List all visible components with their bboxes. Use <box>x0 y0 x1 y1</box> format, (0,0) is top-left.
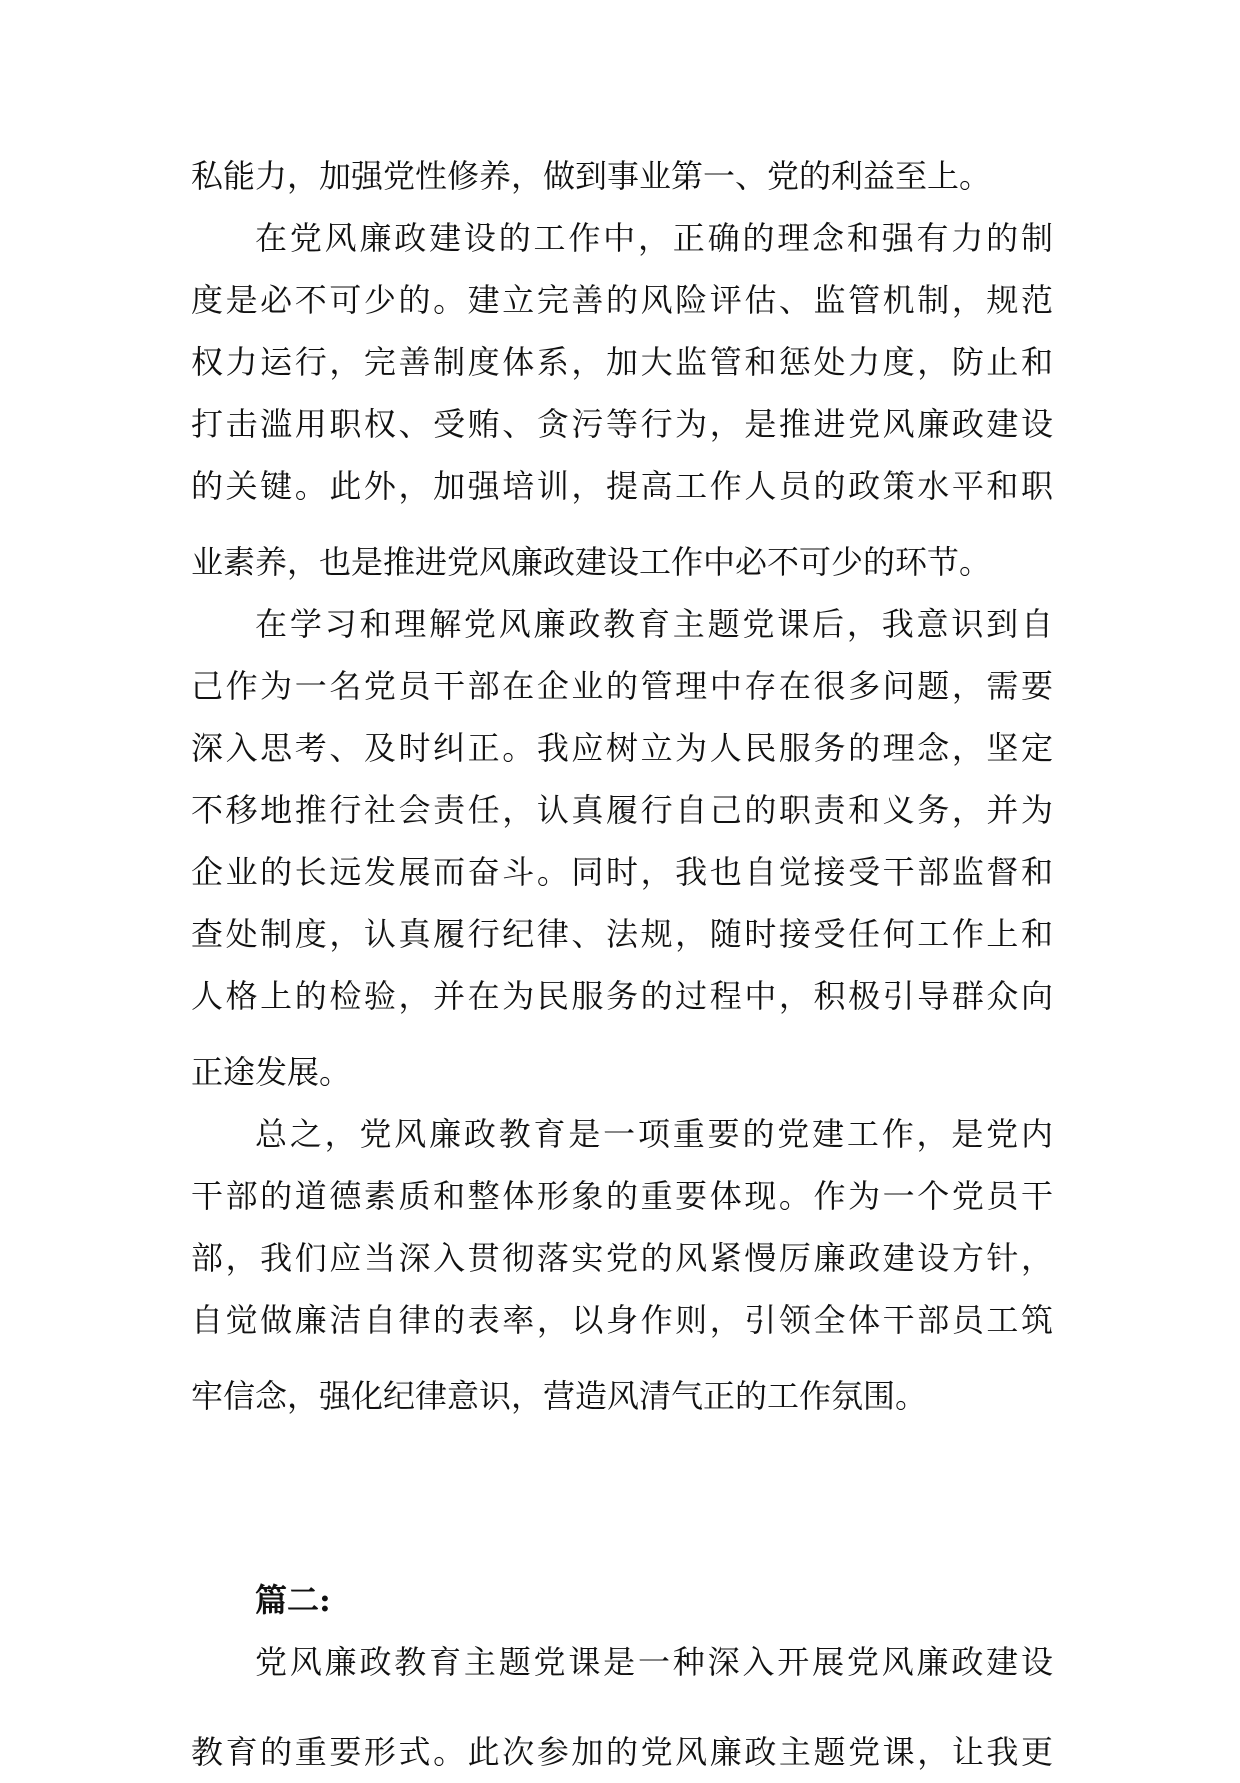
paragraph-conclusion <box>191 1103 1053 1427</box>
text-line: 查处制度，认真履行纪律、法规，随时接受任何工作上和 <box>191 915 1053 953</box>
paragraph-system-building <box>191 207 1053 593</box>
text-line: 总之，党风廉政教育是一项重要的党建工作，是党内 <box>255 1115 1053 1153</box>
text-line: 不移地推行社会责任，认真履行自己的职责和义务，并为 <box>191 791 1053 829</box>
text-line: 打击滥用职权、受贿、贪污等行为，是推进党风廉政建设 <box>191 405 1053 443</box>
text-line: 的关键。此外，加强培训，提高工作人员的政策水平和职 <box>191 467 1053 505</box>
document-body <box>191 145 1053 1783</box>
text-line: 己作为一名党员干部在企业的管理中存在很多问题，需要 <box>191 667 1053 705</box>
text-line: 深入思考、及时纠正。我应树立为人民服务的理念，坚定 <box>191 729 1053 767</box>
text-line: 企业的长远发展而奋斗。同时，我也自觉接受干部监督和 <box>191 853 1053 891</box>
text-line: 私能力，加强党性修养，做到事业第一、党的利益至上。 <box>191 157 992 195</box>
text-line: 正途发展。 <box>191 1053 352 1091</box>
section-spacer <box>191 1427 1053 1569</box>
text-line: 业素养，也是推进党风廉政建设工作中必不可少的环节。 <box>191 543 992 581</box>
text-line: 干部的道德素质和整体形象的重要体现。作为一个党员干 <box>191 1177 1053 1215</box>
text-line: 教育的重要形式。此次参加的党风廉政主题党课，让我更 <box>191 1733 1053 1771</box>
paragraph-continuation <box>191 145 1053 207</box>
text-line: 权力运行，完善制度体系，加大监管和惩处力度，防止和 <box>191 343 1053 381</box>
text-line: 度是必不可少的。建立完善的风险评估、监管机制，规范 <box>191 281 1053 319</box>
text-line: 牢信念，强化纪律意识，营造风清气正的工作氛围。 <box>191 1377 928 1415</box>
text-line: 党风廉政教育主题党课是一种深入开展党风廉政建设 <box>255 1643 1053 1681</box>
section-two <box>191 1569 1053 1783</box>
paragraph-self-reflection <box>191 593 1053 1103</box>
text-line: 在党风廉政建设的工作中，正确的理念和强有力的制 <box>255 219 1053 257</box>
text-line: 在学习和理解党风廉政教育主题党课后，我意识到自 <box>255 605 1053 643</box>
text-line: 人格上的检验，并在为民服务的过程中，积极引导群众向 <box>191 977 1053 1015</box>
text-line: 自觉做廉洁自律的表率，以身作则，引领全体干部员工筑 <box>191 1301 1053 1339</box>
text-line: 部，我们应当深入贯彻落实党的风紧慢厉廉政建设方针， <box>191 1239 1053 1277</box>
section-heading: 篇二: <box>255 1581 331 1619</box>
